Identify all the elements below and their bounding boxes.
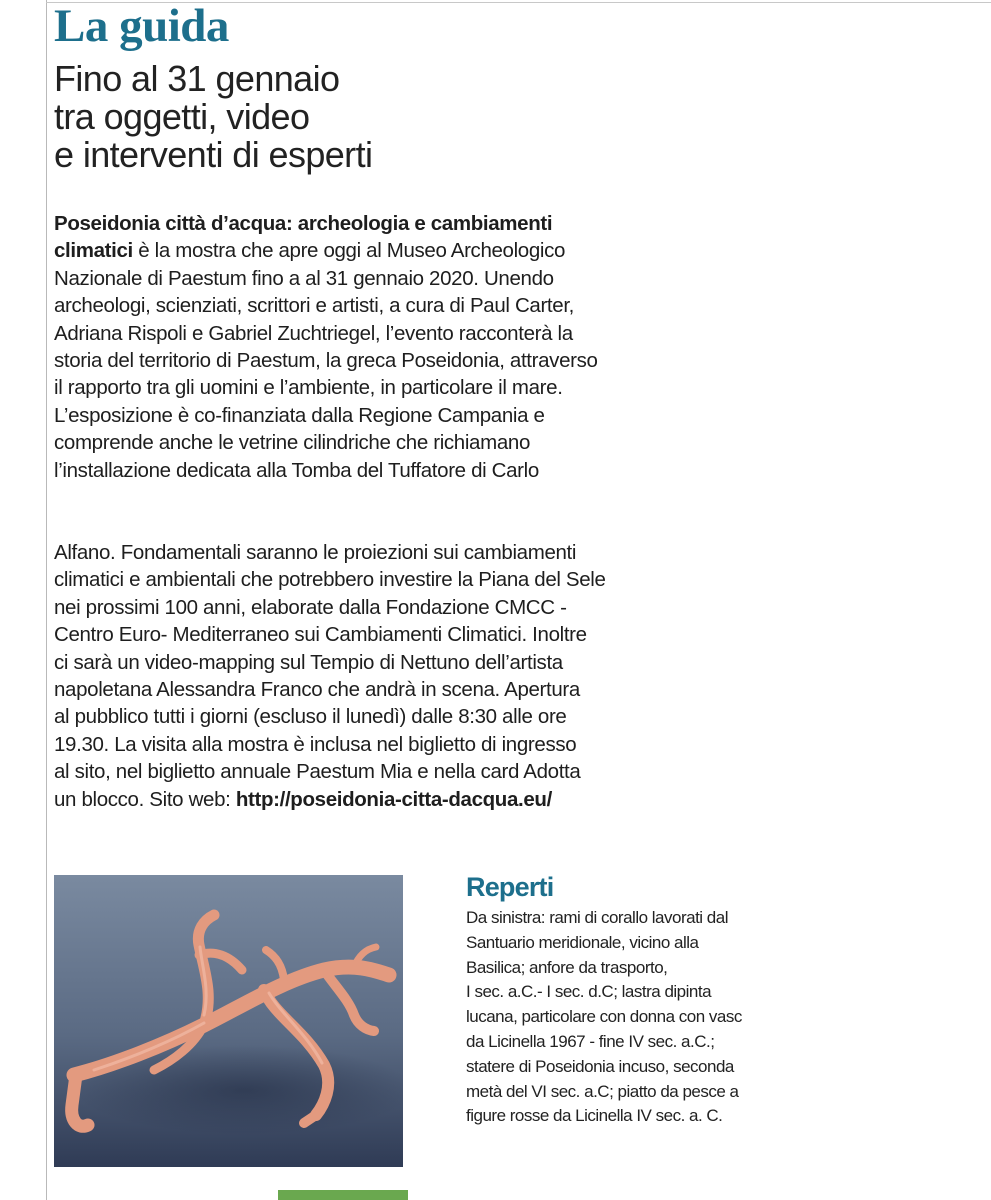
coral-photo (54, 875, 403, 1167)
text-line: napoletana Alessandra Franco che andrà in scena. Apertura (54, 678, 580, 702)
text-line: ci sarà un video-mapping sul Tempio di Nettuno dell’artista (54, 650, 563, 674)
text-line: archeologi, scienziati, scrittori e artisti, a cura di Paul Carter, (54, 294, 575, 318)
headline-line: e interventi di esperti (54, 134, 373, 175)
text-line: climatici e ambientali che potrebbero investire la Piana del Sele (54, 568, 606, 592)
photo-caption (466, 906, 836, 1129)
caption-line: Da sinistra: rami di corallo lavorati dal (466, 908, 728, 927)
text-line: Poseidonia città d’acqua: archeologia e cambiamenti (54, 212, 553, 235)
coral-branch-illustration (54, 875, 403, 1167)
text-line: storia del territorio di Paestum, la greca Poseidonia, attraverso (54, 349, 598, 373)
caption-line: Basilica; anfore da trasporto, (466, 957, 668, 977)
text-line: L’esposizione è co-finanziata dalla Regione Campania e (54, 403, 545, 427)
text-line: Adriana Rispoli e Gabriel Zuchtriegel, l’evento racconterà la (54, 321, 573, 345)
article-paragraph-1 (54, 210, 754, 484)
text-line: climatici è la mostra che apre oggi al Museo Archeologico (54, 239, 566, 263)
headline-line: tra oggetti, video (54, 96, 310, 137)
caption-line: statere di Poseidonia incuso, seconda (466, 1056, 734, 1076)
text-line: nei prossimi 100 anni, elaborate dalla Fondazione CMCC - (54, 595, 567, 619)
text-line: Nazionale di Paestum fino a al 31 gennaio 2020. Unendo (54, 266, 554, 290)
text-line: Alfano. Fondamentali saranno le proiezioni sui cambiamenti (54, 541, 577, 564)
text-line: al pubblico tutti i giorni (escluso il lunedì) dalle 8:30 alle ore (54, 705, 567, 729)
caption-line: lucana, particolare con donna con vasc (466, 1007, 742, 1027)
article-paragraph-2 (54, 539, 754, 813)
column-rule (46, 0, 47, 1200)
caption-line: da Licinella 1967 - fine IV sec. a.C.; (466, 1031, 715, 1051)
next-image-edge (278, 1190, 408, 1200)
text-line: un blocco. Sito web: http://poseidonia-citta-dacqua.eu/ (54, 787, 552, 811)
caption-line: figure rosse da Licinella IV sec. a. C. (466, 1106, 723, 1126)
headline (54, 60, 614, 174)
text-line: 19.30. La visita alla mostra è inclusa nel biglietto di ingresso (54, 732, 577, 756)
text-line: al sito, nel biglietto annuale Paestum Mia e nella card Adotta (54, 760, 581, 784)
caption-line: Santuario meridionale, vicino alla (466, 932, 699, 952)
website-url: http://poseidonia-citta-dacqua.eu/ (235, 787, 552, 811)
text-line: comprende anche le vetrine cilindriche che richiamano (54, 431, 530, 455)
text-line: l’installazione dedicata alla Tomba del Tuffatore di Carlo (54, 458, 539, 482)
text-line: Centro Euro- Mediterraneo sui Cambiamenti Climatici. Inoltre (54, 623, 587, 647)
caption-line: I sec. a.C.- I sec. d.C; lastra dipinta (466, 982, 712, 1002)
caption-line: metà del VI sec. a.C; piatto da pesce a (466, 1081, 739, 1101)
headline-line: Fino al 31 gennaio (54, 58, 340, 99)
caption-title: Reperti (466, 872, 554, 902)
text-line: il rapporto tra gli uomini e l’ambiente, in particolare il mare. (54, 376, 563, 400)
section-kicker: La guida (54, 0, 229, 52)
